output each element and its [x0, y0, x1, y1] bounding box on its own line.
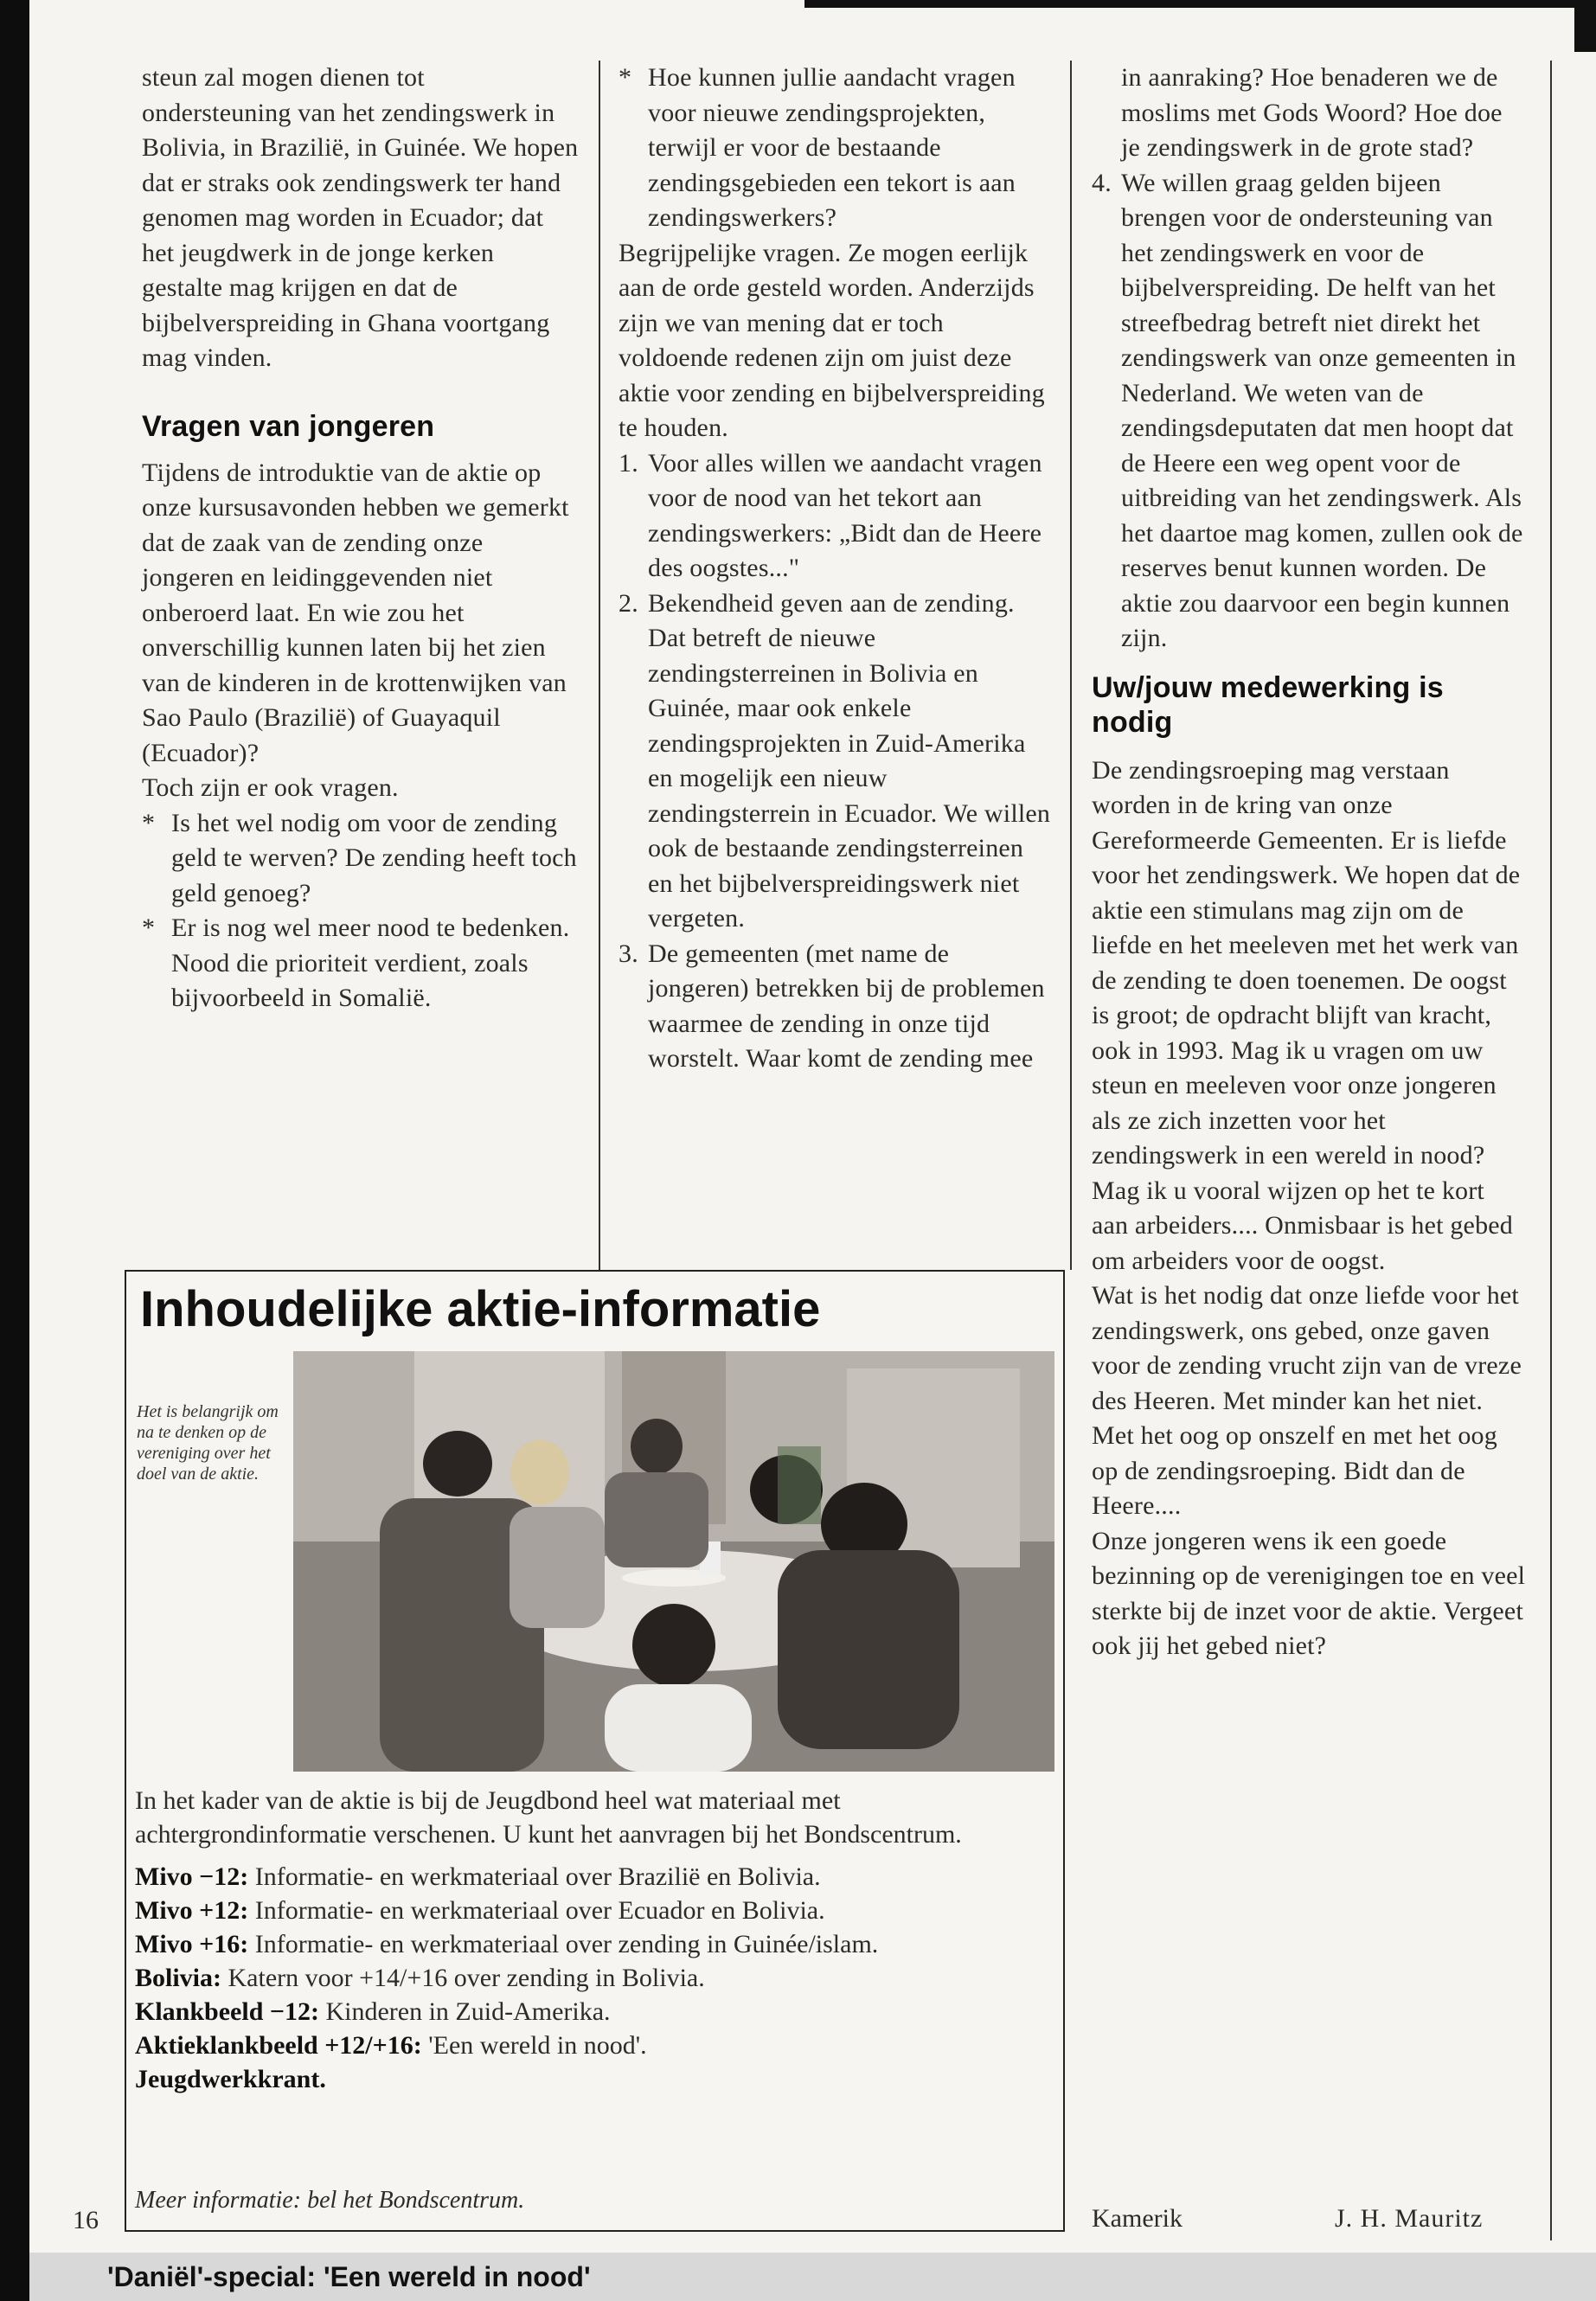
material-item — [135, 1862, 821, 1891]
question-text: Hoe kunnen jullie aandacht vragen voor nieuwe zendingsprojekten, terwijl er voor de bestaande zendingsgebieden een tekort is aan zendingswerkers? — [648, 63, 1016, 232]
material-desc: Kinderen in Zuid-Amerika. — [325, 1997, 611, 2026]
info-box-text — [135, 1784, 1056, 2096]
question-item — [142, 806, 579, 912]
item-number: 4. — [1092, 168, 1112, 197]
col3-paragraph-3: Onze jongeren wens ik een goede bezinning op de verenigingen toe en veel sterkte bij de inzet voor de aktie. Vergeet ook jij het gebed niet? — [1092, 1526, 1526, 1660]
material-desc: Informatie- en werkmateriaal over Ecuador en Bolivia. — [254, 1896, 825, 1925]
column-rule-2 — [1070, 61, 1072, 1270]
group-photo-illustration — [293, 1351, 1054, 1772]
material-item — [135, 2065, 326, 2093]
col1-paragraph: Tijdens de introduktie van de aktie op onze kursusavonden hebben we gemerkt dat de zaak van de zending onze jongeren en leidinggevenden niet onberoerd laat. En wie zou het onverschillig kunnen laten bij het zien van de kinderen in de krottenwijken van Sao Paulo (Brazilië) of Guayaquil (Ecuador)? — [142, 458, 569, 767]
question-item — [619, 61, 1051, 236]
material-label: Klankbeeld −12: — [135, 1997, 319, 2026]
column-1 — [142, 61, 579, 1016]
column-rule-1 — [599, 61, 600, 1270]
question-item — [142, 911, 579, 1016]
numbered-item — [1092, 166, 1526, 657]
photo-caption: Het is belangrijk om na te denken op de vereniging over het doel van de aktie. — [137, 1402, 279, 1484]
col2-paragraph: Begrijpelijke vragen. Ze mogen eerlijk aan de orde gesteld worden. Anderzijds zijn we van mening dat er toch voldoende redenen zijn om juist deze aktie voor zending en bijbelverspreiding te houden. — [619, 238, 1045, 442]
col1-intro: steun zal mogen dienen tot ondersteuning van het zendingswerk in Bolivia, in Brazilië, in Guinée. We hopen dat er straks ook zendingswerk ter hand genomen mag worden in Ecuador; dat het jeugdwerk in de jonge kerken gestalte mag krijgen en dat de bijbelverspreiding in Ghana voortgang mag vinden. — [142, 63, 579, 372]
item-text: We willen graag gelden bijeen brengen voor de ondersteuning van het zendingswerk en voor de bijbelverspreiding. De helft van het streefbedrag betreft niet direkt het zendingswerk van onze gemeenten in Nederland. We weten van de zendingsdeputaten dat men hoopt dat de Heere een weg opent voor de uitbreiding van het zendingswerk. Als het daartoe mag komen, zullen ook de reserves benut kunnen worden. De aktie zou daarvoor een begin kunnen zijn. — [1121, 168, 1523, 652]
item-text: Voor alles willen we aandacht vragen voor de nood van het tekort aan zendingswerkers: „Bidt dan de Heere des oogstes..." — [648, 448, 1042, 582]
item-number: 2. — [619, 588, 638, 618]
material-label: Mivo +16: — [135, 1930, 249, 1958]
material-desc: Informatie- en werkmateriaal over zending in Guinée/islam. — [254, 1930, 879, 1958]
material-label: Aktieklankbeeld +12/+16: — [135, 2031, 422, 2060]
numbered-item — [619, 446, 1051, 586]
section-heading-medewerking: Uw/jouw medewerking is nodig — [1092, 670, 1444, 739]
material-list — [135, 1860, 1056, 2096]
column-3 — [1092, 61, 1526, 1664]
col3-continuation: in aanraking? Hoe benaderen we de moslims met Gods Woord? Hoe doe je zendingswerk in de grote stad? — [1121, 63, 1503, 162]
footer-title: 'Daniël'-special: 'Een wereld in nood' — [107, 2261, 591, 2292]
page-number: 16 — [73, 2206, 99, 2234]
info-box-note: Meer informatie: bel het Bondscentrum. — [135, 2187, 525, 2214]
section-heading-vragen: Vragen van jongeren — [142, 409, 435, 443]
material-desc: 'Een wereld in nood'. — [428, 2031, 647, 2060]
asterisk-marker: * — [142, 808, 156, 837]
question-text: Is het wel nodig om voor de zending geld te werven? De zending heeft toch geld genoeg? — [171, 808, 577, 907]
asterisk-marker: * — [619, 63, 632, 92]
col1-lead: Toch zijn er ook vragen. — [142, 773, 399, 802]
item-text: Bekendheid geven aan de zending. Dat betreft de nieuwe zendingsterreinen in Bolivia en Guinée, maar ook enkele zendingsprojekten in Zuid-Amerika en mogelijk een nieuw zendingsterrein in Ecuador. We willen ook de bestaande zendingsterreinen en het bijbelverspreidingswerk niet vergeten. — [648, 588, 1051, 933]
column-rule-3 — [1550, 61, 1552, 2240]
col3-paragraph-1: De zendingsroeping mag verstaan worden in de kring van onze Gereformeerde Gemeenten. Er is liefde voor het zendingswerk. We hopen dat de aktie een stimulans mag zijn om de liefde en het meeleven met het werk van de zending te doen toenemen. De oogst is groot; de opdracht blijft van kracht, ook in 1993. Mag ik u vragen om uw steun en meeleven voor onze jongeren als ze zich inzetten voor het zendingswerk in een wereld in nood? Mag ik u vooral wijzen op het te kort aan arbeiders.... Onmisbaar is het gebed om arbeiders voor de oogst. — [1092, 755, 1521, 1275]
material-item — [135, 2031, 647, 2060]
info-box-title: Inhoudelijke aktie-informatie — [140, 1281, 821, 1337]
column-2 — [619, 61, 1051, 1077]
question-text: Er is nog wel meer nood te bedenken. Nood die prioriteit verdient, zoals bijvoorbeeld in Somalië. — [171, 913, 570, 1012]
info-box — [125, 1270, 1065, 2232]
material-desc: Informatie- en werkmateriaal over Brazilië en Bolivia. — [254, 1862, 821, 1891]
material-label: Mivo −12: — [135, 1862, 249, 1891]
material-label: Bolivia: — [135, 1964, 222, 1992]
col3-paragraph-2: Wat is het nodig dat onze liefde voor het zendingswerk, ons gebed, onze gaven voor de zending vrucht zijn van de vreze des Heeren. Met minder kan het niet. Met het oog op onszelf en met het oog op de zendingsroeping. Bidt dan de Heere.... — [1092, 1281, 1522, 1520]
material-item — [135, 1896, 825, 1925]
material-label: Jeugdwerkkrant. — [135, 2065, 326, 2093]
left-edge-bar — [0, 0, 29, 2301]
material-item — [135, 1964, 705, 1992]
top-right-mark — [1574, 0, 1596, 52]
material-label: Mivo +12: — [135, 1896, 249, 1925]
item-number: 1. — [619, 448, 638, 478]
numbered-item — [619, 937, 1051, 1077]
info-box-intro: In het kader van de aktie is bij de Jeugdbond heel wat materiaal met achtergrondinformatie verschenen. U kunt het aanvragen bij het Bondscentrum. — [135, 1786, 962, 1849]
material-item — [135, 1930, 878, 1958]
group-photo — [293, 1351, 1054, 1772]
material-desc: Katern voor +14/+16 over zending in Bolivia. — [228, 1964, 705, 1992]
numbered-item — [619, 586, 1051, 937]
footer-bar — [29, 2253, 1596, 2301]
top-rule — [804, 0, 1583, 8]
material-item — [135, 1997, 611, 2026]
item-number: 3. — [619, 939, 638, 968]
asterisk-marker: * — [142, 913, 156, 942]
signature-name: J. H. Mauritz — [1335, 2204, 1484, 2233]
signature-place: Kamerik — [1092, 2204, 1183, 2233]
item-text: De gemeenten (met name de jongeren) betrekken bij de problemen waarmee de zending in onze tijd worstelt. Waar komt de zending mee — [648, 939, 1045, 1073]
